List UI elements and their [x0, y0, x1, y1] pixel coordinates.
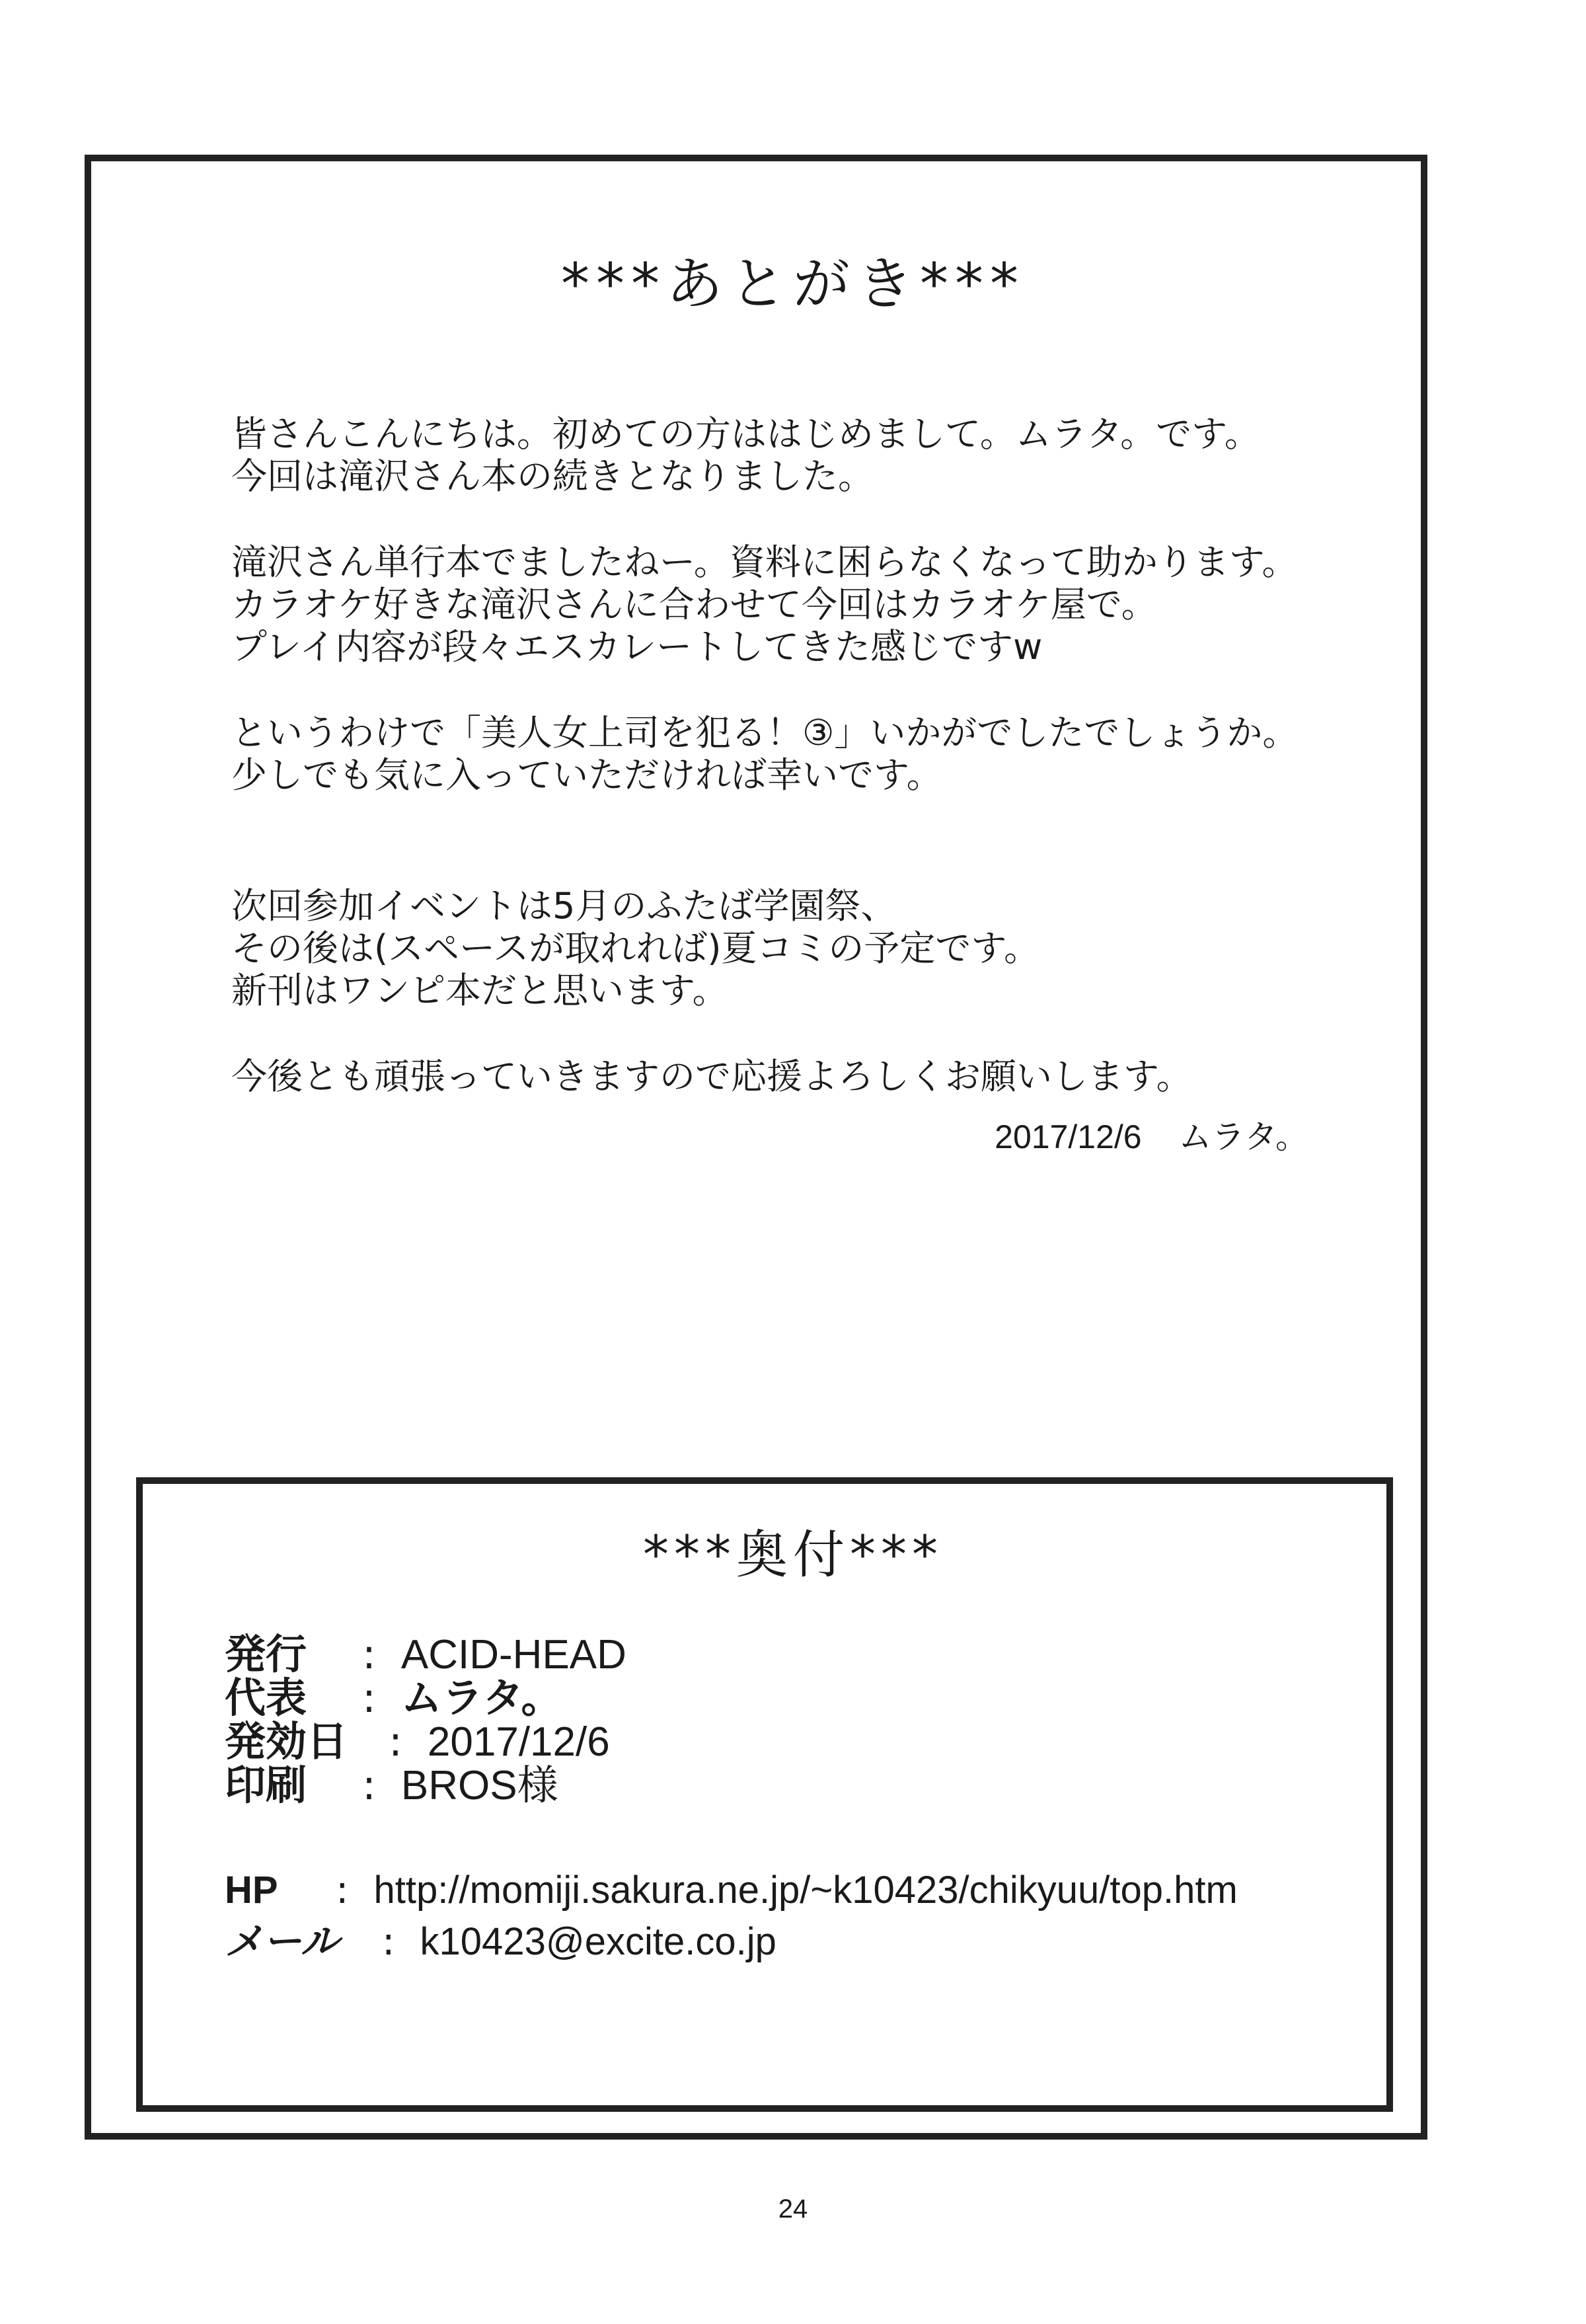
afterword-line: 今回は滝沢さん本の続きとなりました。: [231, 455, 874, 497]
colophon-row-printer: [225, 1763, 1348, 1807]
afterword-line: カラオケ好きな滝沢さんに合わせて今回はカラオケ屋で。: [231, 584, 1157, 625]
signature-date: 2017/12/6: [995, 1118, 1142, 1155]
separator: :: [362, 1674, 376, 1722]
afterword-line: 次回参加イベントは5月のふたば学園祭、: [231, 885, 897, 927]
printer-label: 印刷: [225, 1761, 307, 1809]
afterword-paragraph: [231, 1056, 1394, 1098]
colophon-title: ***奥付***: [642, 1526, 943, 1585]
afterword-paragraph: [231, 712, 1394, 796]
afterword-line: というわけで「美人女上司を犯る！③」いかがでしたでしょうか。: [231, 712, 1299, 754]
afterword-line: 少しでも気に入っていただければ幸いです。: [231, 754, 942, 796]
colophon-list: [225, 1630, 1348, 1967]
separator: :: [389, 1717, 402, 1765]
issue-date-value: 2017/12/6: [427, 1719, 610, 1765]
mail-label: メール: [225, 1919, 339, 1964]
afterword-line: 皆さんこんにちは。初めての方ははじめまして。ムラタ。です。: [231, 413, 1260, 455]
afterword-body: [231, 413, 1394, 1142]
printer-value: BROS様: [400, 1763, 558, 1808]
publisher-value: ACID-HEAD: [400, 1632, 626, 1678]
page-number: 24: [778, 2194, 808, 2224]
separator: :: [362, 1630, 376, 1678]
afterword-paragraph: [231, 413, 1394, 498]
afterword-line: 滝沢さん単行本でましたねー。資料に困らなくなって助かります。: [231, 541, 1298, 583]
colophon-row-mail: [225, 1916, 1348, 1967]
afterword-line: 新刊はワンピ本だと思います。: [231, 970, 728, 1011]
publisher-label: 発行: [225, 1630, 307, 1678]
separator: :: [382, 1919, 395, 1964]
issue-date-label: 発効日: [225, 1717, 348, 1765]
representative-value: ムラタ。: [400, 1674, 562, 1722]
afterword-paragraph: [231, 885, 1394, 1012]
colophon-row-publisher: [225, 1630, 1348, 1678]
separator: :: [336, 1867, 349, 1912]
afterword-line: プレイ内容が段々エスカレートしてきた感じですw: [231, 626, 1043, 668]
contact-block: [225, 1864, 1348, 1967]
homepage-label: HP: [225, 1869, 278, 1912]
mail-address[interactable]: k10423@excite.co.jp: [420, 1920, 776, 1963]
colophon-row-homepage: [225, 1864, 1348, 1916]
afterword-signature: [995, 1110, 1308, 1158]
signature-name: ムラタ。: [1178, 1118, 1308, 1156]
afterword-paragraph: [231, 541, 1394, 668]
representative-label: 代表: [225, 1674, 307, 1722]
afterword-title: ***あとがき***: [561, 251, 1025, 317]
afterword-line: その後は(スペースが取れれば)夏コミの予定です。: [231, 927, 1040, 969]
afterword-line: 今後とも頑張っていきますので応援よろしくお願いします。: [231, 1056, 1192, 1097]
colophon-row-issue-date: [225, 1717, 1348, 1765]
separator: :: [362, 1761, 376, 1809]
colophon-row-representative: [225, 1676, 1348, 1720]
homepage-url[interactable]: http://momiji.sakura.ne.jp/~k10423/chikyuu/top.htm: [373, 1869, 1238, 1912]
